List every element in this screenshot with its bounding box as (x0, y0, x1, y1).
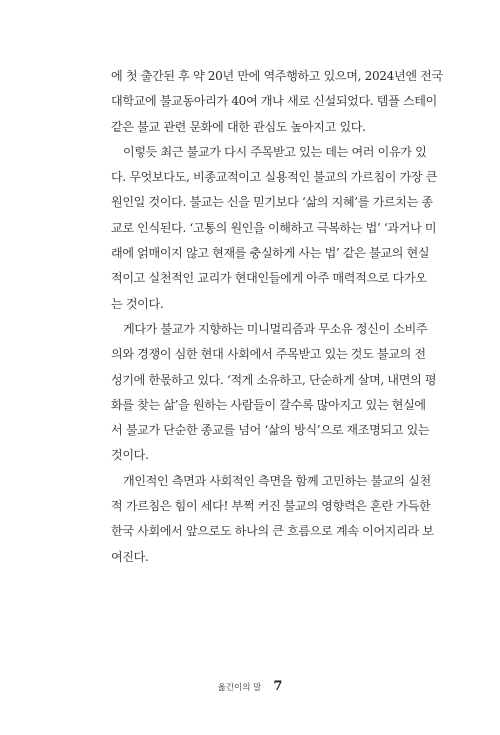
text-line: 것이다. (111, 448, 149, 463)
text-line: 같은 불교 관련 문화에 대한 관심도 높아지고 있다. (111, 119, 366, 134)
text-line: 적 가르침은 힘이 세다! 부쩍 커진 불교의 영향력은 혼란 가득한 (111, 499, 431, 514)
text-line: 에 첫 출간된 후 약 20년 만에 역주행하고 있으며, 2024년엔 전국 (111, 69, 443, 83)
text-line: 이렇듯 최근 불교가 다시 주목받고 있는 데는 여러 이유가 있 (123, 144, 427, 159)
text-line: 교로 인식된다. ‘고통의 원인을 이해하고 극복하는 법’ ‘과거나 미 (111, 220, 437, 235)
paragraph-3 (111, 317, 437, 469)
text-line: 래에 얽매이지 않고 현재를 충실하게 사는 법’ 같은 불교의 현실 (111, 246, 430, 261)
paragraph-4 (111, 469, 434, 570)
text-line: 여진다. (111, 549, 149, 564)
text-line: 대학교에 불교동아리가 40여 개나 새로 신설되었다. 템플 스테이 (111, 94, 437, 109)
text-line: 한국 사회에서 앞으로도 하나의 큰 흐름으로 계속 이어지리라 보 (111, 524, 434, 539)
text-line: 성기에 한몫하고 있다. ‘적게 소유하고, 단순하게 살며, 내면의 평 (111, 372, 437, 387)
text-line: 서 불교가 단순한 종교를 넘어 ‘삶의 방식’으로 재조명되고 있는 (111, 423, 430, 438)
text-line: 는 것이다. (111, 296, 164, 311)
paragraph-2 (111, 140, 438, 317)
page-number: 7 (273, 679, 283, 694)
text-line: 적이고 실천적인 교리가 현대인들에게 아주 매력적으로 다가오 (111, 271, 427, 286)
text-line: 게다가 불교가 지향하는 미니멀리즘과 무소유 정신이 소비주 (123, 321, 428, 336)
text-line: 개인적인 측면과 사회적인 측면을 함께 고민하는 불교의 실천 (123, 473, 431, 488)
text-line: 다. 무엇보다도, 비종교적이고 실용적인 불교의 가르침이 가장 큰 (111, 170, 438, 185)
text-line: 의와 경쟁이 심한 현대 사회에서 주목받고 있는 것도 불교의 전 (111, 347, 426, 362)
paragraph-1 (111, 64, 443, 140)
text-line: 원인일 것이다. 불교는 신을 믿기보다 ‘삶의 지혜’를 가르치는 종 (111, 195, 433, 210)
text-line: 화를 찾는 삶’을 원하는 사람들이 갈수록 많아지고 있는 현실에 (111, 397, 426, 412)
body-text (111, 64, 443, 570)
running-footer-title: 옮긴이의 말 (217, 682, 262, 693)
page-footer (0, 676, 500, 695)
